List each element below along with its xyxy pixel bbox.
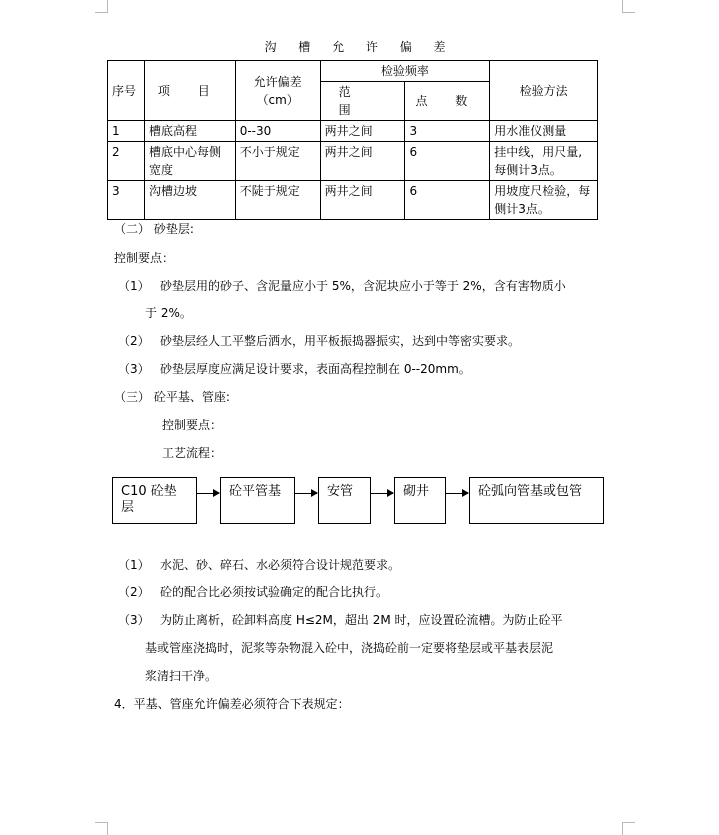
cell-method: 用坡度尺检验，每侧计3点。 — [490, 181, 598, 220]
cell-item: 沟槽边坡 — [144, 181, 235, 220]
cell-method: 用水准仪测量 — [490, 121, 598, 142]
item-text: 砂垫层厚度应满足设计要求，表面高程控制在 0--20mm。 — [160, 362, 471, 376]
control-points-label: 控制要点： — [114, 251, 175, 265]
cell-tolerance: 不陡于规定 — [235, 181, 320, 220]
cell-item: 槽底高程 — [144, 121, 235, 142]
item-number: （1） — [118, 558, 150, 572]
cell-range: 两井之间 — [320, 181, 405, 220]
cell-range: 两井之间 — [320, 121, 405, 142]
sand-item-1 — [118, 277, 566, 294]
cell-method: 挂中线，用尺量,每侧计3点。 — [490, 142, 598, 181]
cell-points: 3 — [405, 121, 490, 142]
table-row — [108, 142, 598, 181]
header-item: 项 目 — [144, 61, 235, 121]
section-2-heading: （二） 砂垫层: — [114, 222, 194, 236]
flow-step-arc-base: 砼弧向管基或包管 — [469, 477, 604, 524]
header-frequency: 检验频率 — [320, 61, 490, 82]
cell-seq: 2 — [108, 142, 145, 181]
table-header-row — [108, 61, 598, 82]
item-text: 砂垫层用的砂子、含泥量应小于 5%，含泥块应小于等于 2%，含有害物质小 — [160, 279, 566, 293]
header-method: 检验方法 — [490, 61, 598, 121]
cell-points: 6 — [405, 181, 490, 220]
item-text: 砂垫层经人工平整后洒水，用平板振捣器振实，达到中等密实要求。 — [160, 334, 521, 348]
item-number: （3） — [118, 613, 150, 627]
header-seq: 序号 — [108, 61, 145, 121]
process-flow-label: 工艺流程： — [162, 446, 223, 460]
section-3-heading: （三） 砼平基、管座: — [114, 390, 230, 404]
section-3-control-label: 控制要点： — [162, 418, 223, 432]
margin-corner-bottom-right — [622, 822, 635, 835]
table-row — [108, 181, 598, 220]
cell-seq: 3 — [108, 181, 145, 220]
sand-item-2 — [118, 332, 520, 349]
item-number: （1） — [118, 279, 150, 293]
header-range: 范 围 — [320, 82, 405, 121]
margin-corner-bottom-left — [95, 822, 108, 835]
concrete-item-1 — [118, 556, 400, 573]
flow-step-flat-base: 砼平管基 — [220, 477, 295, 524]
item-number: （2） — [118, 334, 150, 348]
concrete-item-3-continuation-2: 浆清扫干净。 — [145, 669, 218, 683]
item-text: 为防止离析，砼卸料高度 H≤2M，超出 2M 时，应设置砼流槽。为防止砼平 — [160, 613, 563, 627]
item-number: （2） — [118, 585, 150, 599]
concrete-item-3 — [118, 611, 563, 628]
cell-tolerance: 不小于规定 — [235, 142, 320, 181]
flow-step-manhole: 砌井 — [394, 477, 446, 524]
item-text: 水泥、砂、碎石、水必须符合设计规范要求。 — [160, 558, 401, 572]
sand-item-3 — [118, 360, 471, 377]
cell-tolerance: 0--30 — [235, 121, 320, 142]
cell-seq: 1 — [108, 121, 145, 142]
item-4-heading: 4．平基、管座允许偏差必须符合下表规定： — [114, 697, 350, 711]
item-text: 砼的配合比必须按试验确定的配合比执行。 — [160, 585, 389, 599]
concrete-item-3-continuation: 基或管座浇捣时，泥浆等杂物混入砼中，浇捣砼前一定要将垫层或平基表层泥 — [145, 641, 554, 655]
flow-arrow — [295, 493, 317, 494]
item-number: （3） — [118, 362, 150, 376]
concrete-item-2 — [118, 583, 388, 600]
cell-range: 两井之间 — [320, 142, 405, 181]
flow-arrow — [197, 493, 219, 494]
table-row — [108, 121, 598, 142]
sand-item-1-continuation: 于 2%。 — [145, 306, 192, 320]
header-tolerance: 允许偏差（cm） — [235, 61, 320, 121]
deviation-table — [107, 60, 598, 220]
header-points: 点 数 — [405, 82, 490, 121]
margin-corner-top-left — [95, 0, 108, 13]
table-title: 沟 槽 允 许 偏 差 — [264, 40, 455, 54]
flow-arrow — [371, 493, 393, 494]
flow-step-c10-cushion: C10 砼垫层 — [112, 477, 197, 524]
cell-points: 6 — [405, 142, 490, 181]
flow-step-pipe-install: 安管 — [318, 477, 371, 524]
flow-arrow — [446, 493, 468, 494]
margin-corner-top-right — [622, 0, 635, 13]
cell-item: 槽底中心每侧宽度 — [144, 142, 235, 181]
